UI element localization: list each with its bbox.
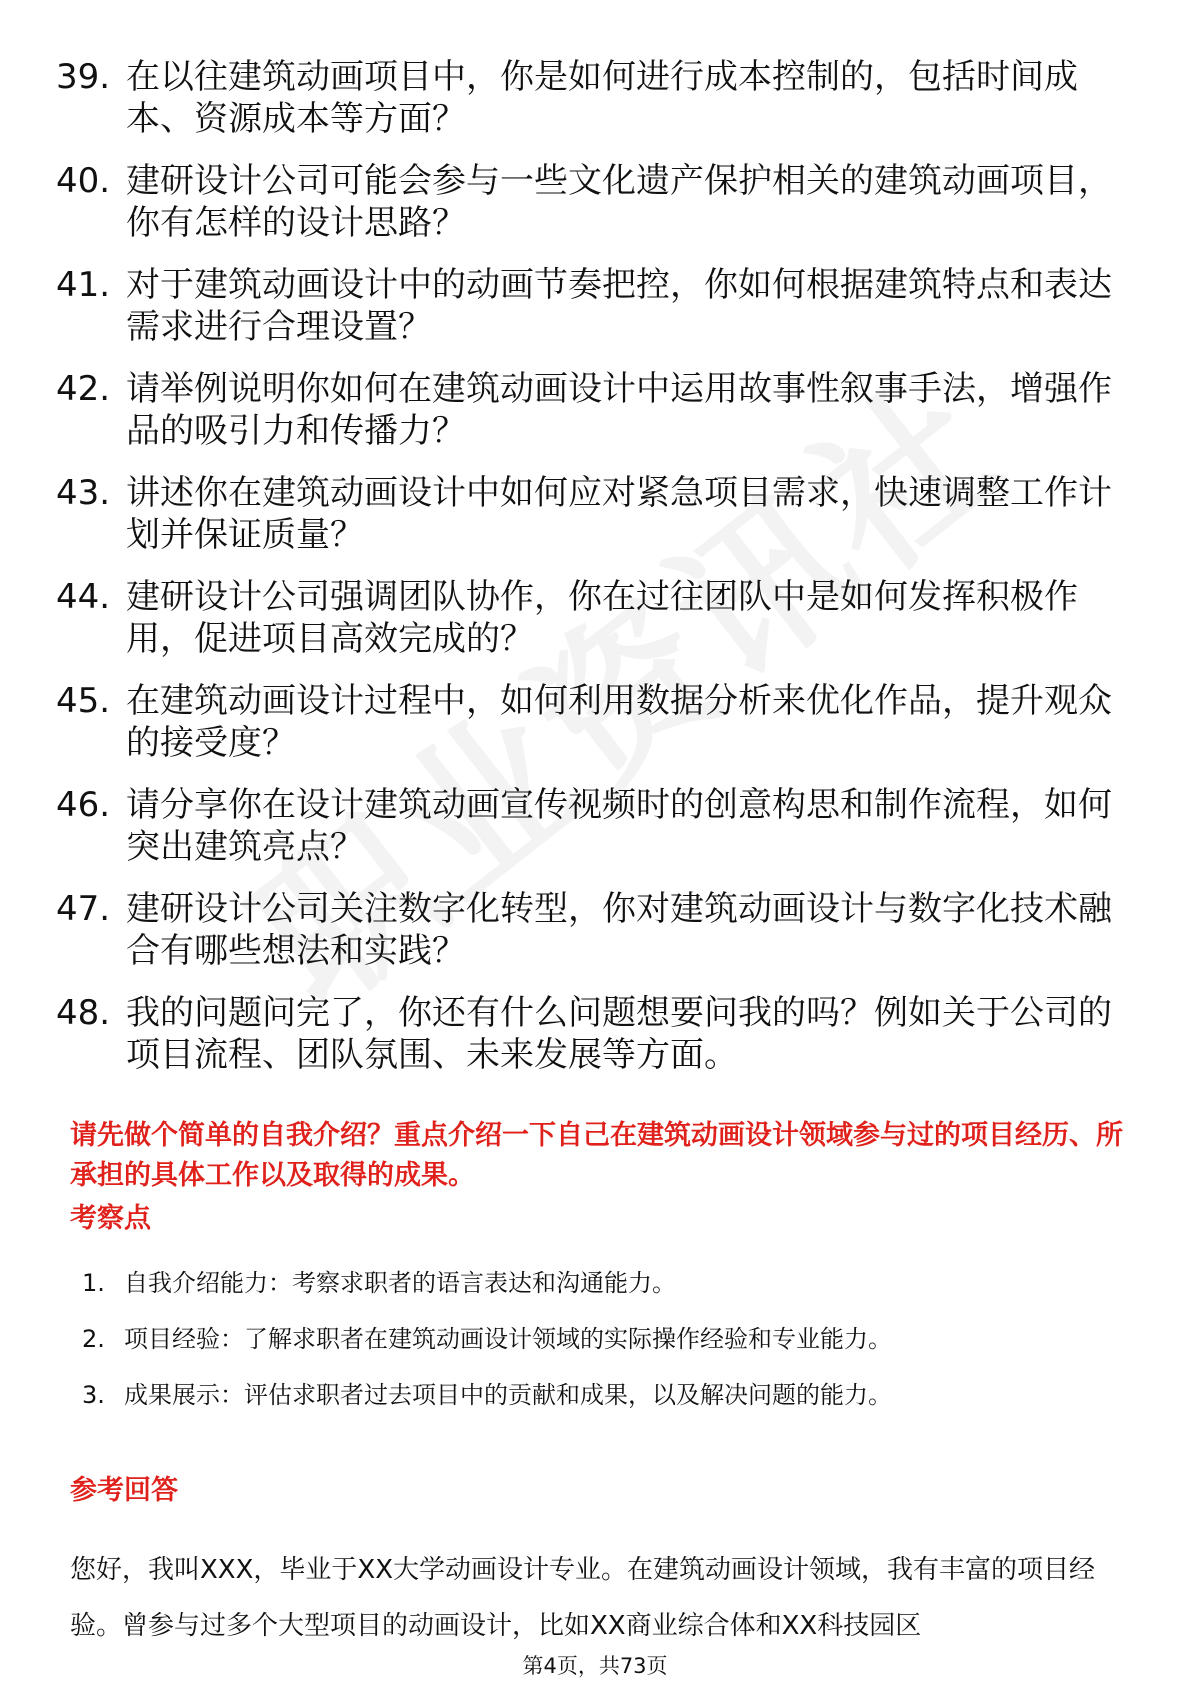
question-number: 42. [56, 369, 111, 409]
question-number: 47. [56, 889, 111, 929]
point-text: 自我介绍能力：考察求职者的语言表达和沟通能力。 [124, 1269, 676, 1297]
list-item [56, 368, 1136, 452]
question-number: 40. [56, 161, 111, 201]
list-item [56, 472, 1136, 556]
reference-answer: 您好，我叫XXX，毕业于XX大学动画设计专业。在建筑动画设计领域，我有丰富的项目经验。曾参与过多个大型项目的动画设计，比如XX商业综合体和XX科技园区 [70, 1555, 1096, 1641]
question-text: 建研设计公司强调团队协作，你在过往团队中是如何发挥积极作用，促进项目高效完成的？ [126, 577, 1078, 659]
question-text: 建研设计公司可能会参与一些文化遗产保护相关的建筑动画项目，你有怎样的设计思路？ [126, 161, 1112, 243]
list-item [56, 992, 1136, 1076]
question-number: 44. [56, 577, 111, 617]
list-item [56, 160, 1136, 244]
question-text: 我的问题问完了，你还有什么问题想要问我的吗？例如关于公司的项目流程、团队氛围、未来发展等方面。 [126, 993, 1112, 1075]
point-number: 2. [82, 1325, 105, 1353]
point-number: 3. [82, 1381, 105, 1409]
list-item [82, 1268, 1122, 1298]
list-item [56, 576, 1136, 660]
question-text: 建研设计公司关注数字化转型，你对建筑动画设计与数字化技术融合有哪些想法和实践？ [126, 889, 1112, 971]
reference-heading: 参考回答 [70, 1475, 178, 1506]
featured-question: 请先做个简单的自我介绍？重点介绍一下自己在建筑动画设计领域参与过的项目经历、所承担的具体工作以及取得的成果。 [70, 1120, 1123, 1191]
question-list [56, 56, 1136, 1096]
question-number: 39. [56, 57, 111, 97]
question-text: 在建筑动画设计过程中，如何利用数据分析来优化作品，提升观众的接受度？ [126, 681, 1112, 763]
assessment-list [82, 1268, 1122, 1436]
list-item [56, 680, 1136, 764]
question-number: 45. [56, 681, 111, 721]
assessment-heading: 考察点 [70, 1203, 151, 1234]
list-item [56, 784, 1136, 868]
point-text: 项目经验：了解求职者在建筑动画设计领域的实际操作经验和专业能力。 [124, 1325, 892, 1353]
question-number: 48. [56, 993, 111, 1033]
list-item [56, 56, 1136, 140]
list-item [82, 1380, 1122, 1410]
list-item [82, 1324, 1122, 1354]
question-number: 41. [56, 265, 111, 305]
list-item [56, 264, 1136, 348]
question-text: 在以往建筑动画项目中，你是如何进行成本控制的，包括时间成本、资源成本等方面？ [126, 57, 1078, 139]
question-text: 对于建筑动画设计中的动画节奏把控，你如何根据建筑特点和表达需求进行合理设置？ [126, 265, 1112, 347]
point-number: 1. [82, 1269, 105, 1297]
point-text: 成果展示：评估求职者过去项目中的贡献和成果，以及解决问题的能力。 [124, 1381, 892, 1409]
question-number: 46. [56, 785, 111, 825]
question-text: 讲述你在建筑动画设计中如何应对紧急项目需求，快速调整工作计划并保证质量？ [126, 473, 1112, 555]
page-footer: 第4页，共73页 [522, 1654, 668, 1678]
question-text: 请举例说明你如何在建筑动画设计中运用故事性叙事手法，增强作品的吸引力和传播力？ [126, 369, 1112, 451]
list-item [56, 888, 1136, 972]
question-text: 请分享你在设计建筑动画宣传视频时的创意构思和制作流程，如何突出建筑亮点？ [126, 785, 1112, 867]
question-number: 43. [56, 473, 111, 513]
